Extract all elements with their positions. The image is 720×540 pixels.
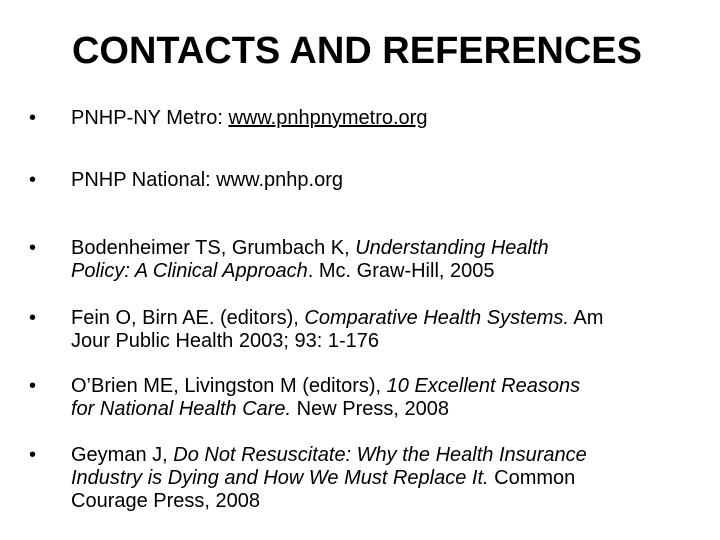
bullet-icon: • xyxy=(29,307,37,329)
reference-line xyxy=(71,237,720,260)
reference-line xyxy=(71,375,720,398)
reference-title-part: Industry is Dying and How We Must Replace It. xyxy=(71,467,489,489)
slide-title: CONTACTS AND REFERENCES xyxy=(71,30,643,72)
reference-publisher: . Mc. Graw-Hill, 2005 xyxy=(307,260,495,282)
reference-line xyxy=(71,260,720,283)
reference-line xyxy=(71,467,720,490)
reference-title-part: Comparative Health Systems. xyxy=(304,307,569,329)
list-item-text: PNHP National: www.pnhp.org xyxy=(71,169,343,191)
bullet-icon: • xyxy=(29,375,37,397)
reference-publisher: Common xyxy=(488,467,576,489)
reference-text xyxy=(71,237,720,283)
reference-publisher: New Press, 2008 xyxy=(291,398,449,420)
bullet-icon: • xyxy=(29,237,37,259)
reference-title-part: Do Not Resuscitate: Why the Health Insurance xyxy=(173,444,587,466)
reference-line: Courage Press, 2008 xyxy=(71,490,261,512)
reference-text xyxy=(71,444,720,513)
pnhp-ny-metro-link[interactable]: www.pnhpnymetro.org xyxy=(228,107,428,129)
reference-line xyxy=(71,307,720,330)
reference-authors: Bodenheimer TS, Grumbach K, xyxy=(71,237,356,259)
bullet-icon: • xyxy=(29,169,37,191)
reference-authors: Fein O, Birn AE. (editors), xyxy=(71,307,305,329)
reference-line xyxy=(71,398,720,421)
reference-text xyxy=(71,375,720,421)
reference-line xyxy=(71,444,720,467)
bullet-icon: • xyxy=(29,444,37,466)
reference-authors: Geyman J, xyxy=(71,444,174,466)
contact-label: PNHP-NY Metro: xyxy=(71,107,229,129)
reference-text xyxy=(71,307,720,353)
reference-line: Jour Public Health 2003; 93: 1-176 xyxy=(71,330,379,352)
reference-journal-part: Am xyxy=(568,307,604,329)
reference-title-part: 10 Excellent Reasons xyxy=(386,375,581,397)
reference-authors: O’Brien ME, Livingston M (editors), xyxy=(71,375,387,397)
reference-title-part: Policy: A Clinical Approach xyxy=(71,260,308,282)
list-item-text xyxy=(71,107,720,130)
reference-title-part: for National Health Care. xyxy=(71,398,292,420)
reference-title-part: Understanding Health xyxy=(355,237,549,259)
bullet-icon: • xyxy=(29,107,37,129)
